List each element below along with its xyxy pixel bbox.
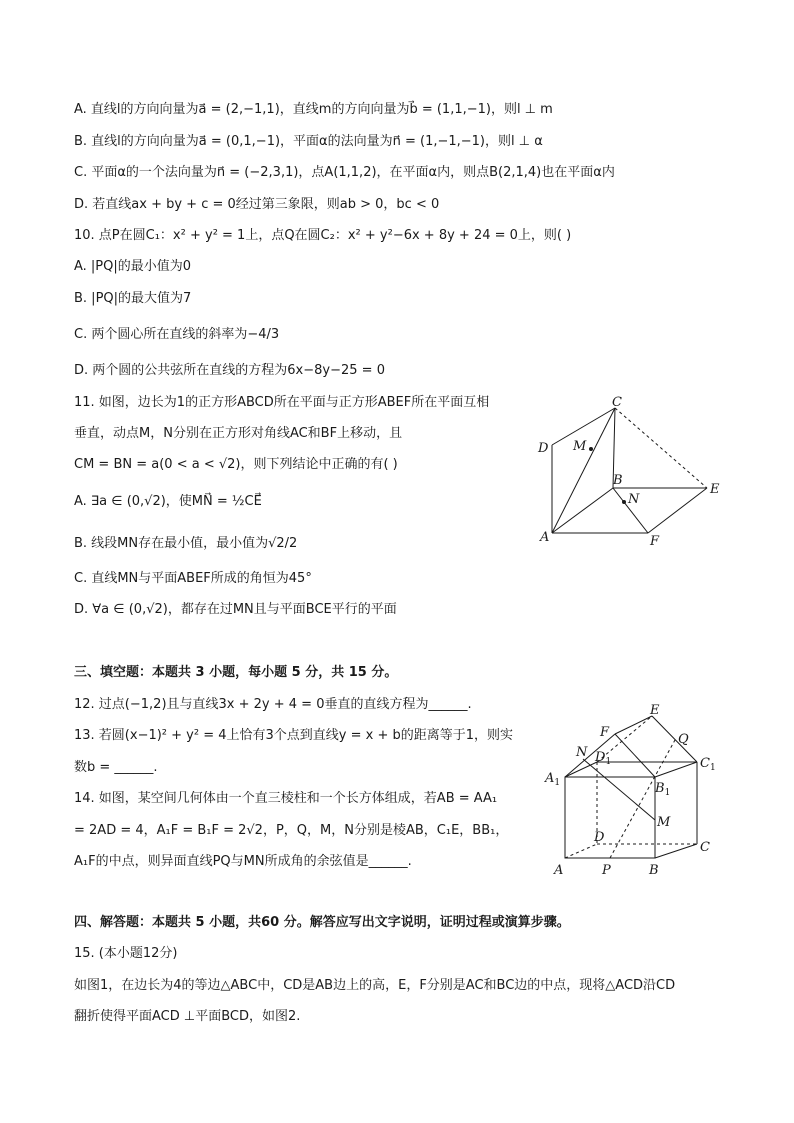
label-d: D: [594, 830, 605, 845]
label-m: M: [657, 815, 671, 830]
point-m: [589, 447, 593, 451]
label-b: B: [613, 473, 623, 488]
label-a: A: [554, 863, 564, 878]
q9-option-b: B. 直线l的方向向量为a⃗ = (0,1,−1)，平面α的法向量为n⃗ = (1,−1,−1)，则l ⊥ α: [74, 134, 543, 149]
section-4-heading: 四、解答题：本题共 5 小题，共60 分。解答应写出文字说明，证明过程或演算步骤。: [74, 915, 570, 930]
label-c: C: [612, 395, 622, 410]
label-b: B: [649, 863, 659, 878]
label-m: M: [573, 439, 587, 454]
q12-stem: 12. 过点(−1,2)且与直线3x + 2y + 4 = 0垂直的直线方程为______.: [74, 697, 472, 712]
label-e: E: [710, 482, 720, 497]
section-3-heading: 三、填空题：本题共 3 小题，每小题 5 分，共 15 分。: [74, 665, 398, 680]
q14-stem-3: A₁F的中点，则异面直线PQ与MN所成角的余弦值是______.: [74, 854, 412, 869]
label-b1: $B_1$: [655, 781, 671, 798]
q15-stem-2: 翻折使得平面ACD ⊥平面BCD，如图2.: [74, 1009, 301, 1024]
label-n: N: [628, 492, 640, 507]
q10-option-d: D. 两个圆的公共弦所在直线的方程为6x−8y−25 = 0: [74, 363, 385, 378]
q15-heading: 15. (本小题12分): [74, 946, 178, 961]
label-d1: $D_1$: [595, 750, 612, 767]
label-c1: $C_1$: [700, 756, 716, 773]
q13-stem-2: 数b = ______.: [74, 760, 158, 775]
q10-option-a: A. |PQ|的最小值为0: [74, 259, 192, 274]
q10-option-c: C. 两个圆心所在直线的斜率为−4/3: [74, 327, 280, 342]
q11-option-d: D. ∀a ∈ (0,√2)，都存在过MN且与平面BCE平行的平面: [74, 602, 397, 617]
q9-option-a: A. 直线l的方向向量为a⃗ = (2,−1,1)，直线m的方向向量为b⃗ = (1,1,−1)，则l ⊥ m: [74, 102, 553, 117]
q14-stem-1: 14. 如图，某空间几何体由一个直三棱柱和一个长方体组成，若AB = AA₁: [74, 791, 498, 806]
label-f: F: [650, 534, 660, 549]
q14-stem-2: = 2AD = 4，A₁F = B₁F = 2√2，P，Q，M，N分别是棱AB，C₁E，BB₁，: [74, 823, 509, 838]
label-n: N: [576, 745, 588, 760]
q10-stem: 10. 点P在圆C₁：x² + y² = 1上，点Q在圆C₂：x² + y²−6x + 8y + 24 = 0上，则( ): [74, 228, 572, 243]
q9-option-d: D. 若直线ax + by + c = 0经过第三象限，则ab > 0，bc < 0: [74, 197, 440, 212]
q11-option-c: C. 直线MN与平面ABEF所成的角恒为45°: [74, 571, 312, 586]
label-q: Q: [678, 732, 689, 747]
label-f: F: [600, 725, 610, 740]
label-a1: $A_1$: [545, 771, 561, 788]
q11-stem-3: CM = BN = a(0 < a < √2)，则下列结论中正确的有( ): [74, 457, 398, 472]
point-n: [622, 500, 626, 504]
q13-stem-1: 13. 若圆(x−1)² + y² = 4上恰有3个点到直线y = x + b的距离等于1，则实: [74, 728, 514, 743]
label-p: P: [602, 863, 611, 878]
q11-option-b: B. 线段MN存在最小值，最小值为√2/2: [74, 536, 298, 551]
q11-figure: [530, 395, 730, 555]
label-a: A: [540, 530, 550, 545]
q11-stem-1: 11. 如图，边长为1的正方形ABCD所在平面与正方形ABEF所在平面互相: [74, 395, 490, 410]
label-d: D: [538, 441, 549, 456]
q14-figure: [540, 700, 730, 885]
q15-stem-1: 如图1，在边长为4的等边△ABC中，CD是AB边上的高，E，F分别是AC和BC边的中点，现将△ACD沿CD: [74, 978, 676, 993]
label-e: E: [650, 703, 660, 718]
q10-option-b: B. |PQ|的最大值为7: [74, 291, 192, 306]
q11-stem-2: 垂直，动点M，N分别在正方形对角线AC和BF上移动，且: [74, 426, 403, 441]
q11-option-a: A. ∃a ∈ (0,√2)，使MN⃗ = ½CE⃗: [74, 494, 262, 509]
q9-option-c: C. 平面α的一个法向量为n⃗ = (−2,3,1)，点A(1,1,2)，在平面α内，则点B(2,1,4)也在平面α内: [74, 165, 615, 180]
label-c: C: [700, 840, 710, 855]
